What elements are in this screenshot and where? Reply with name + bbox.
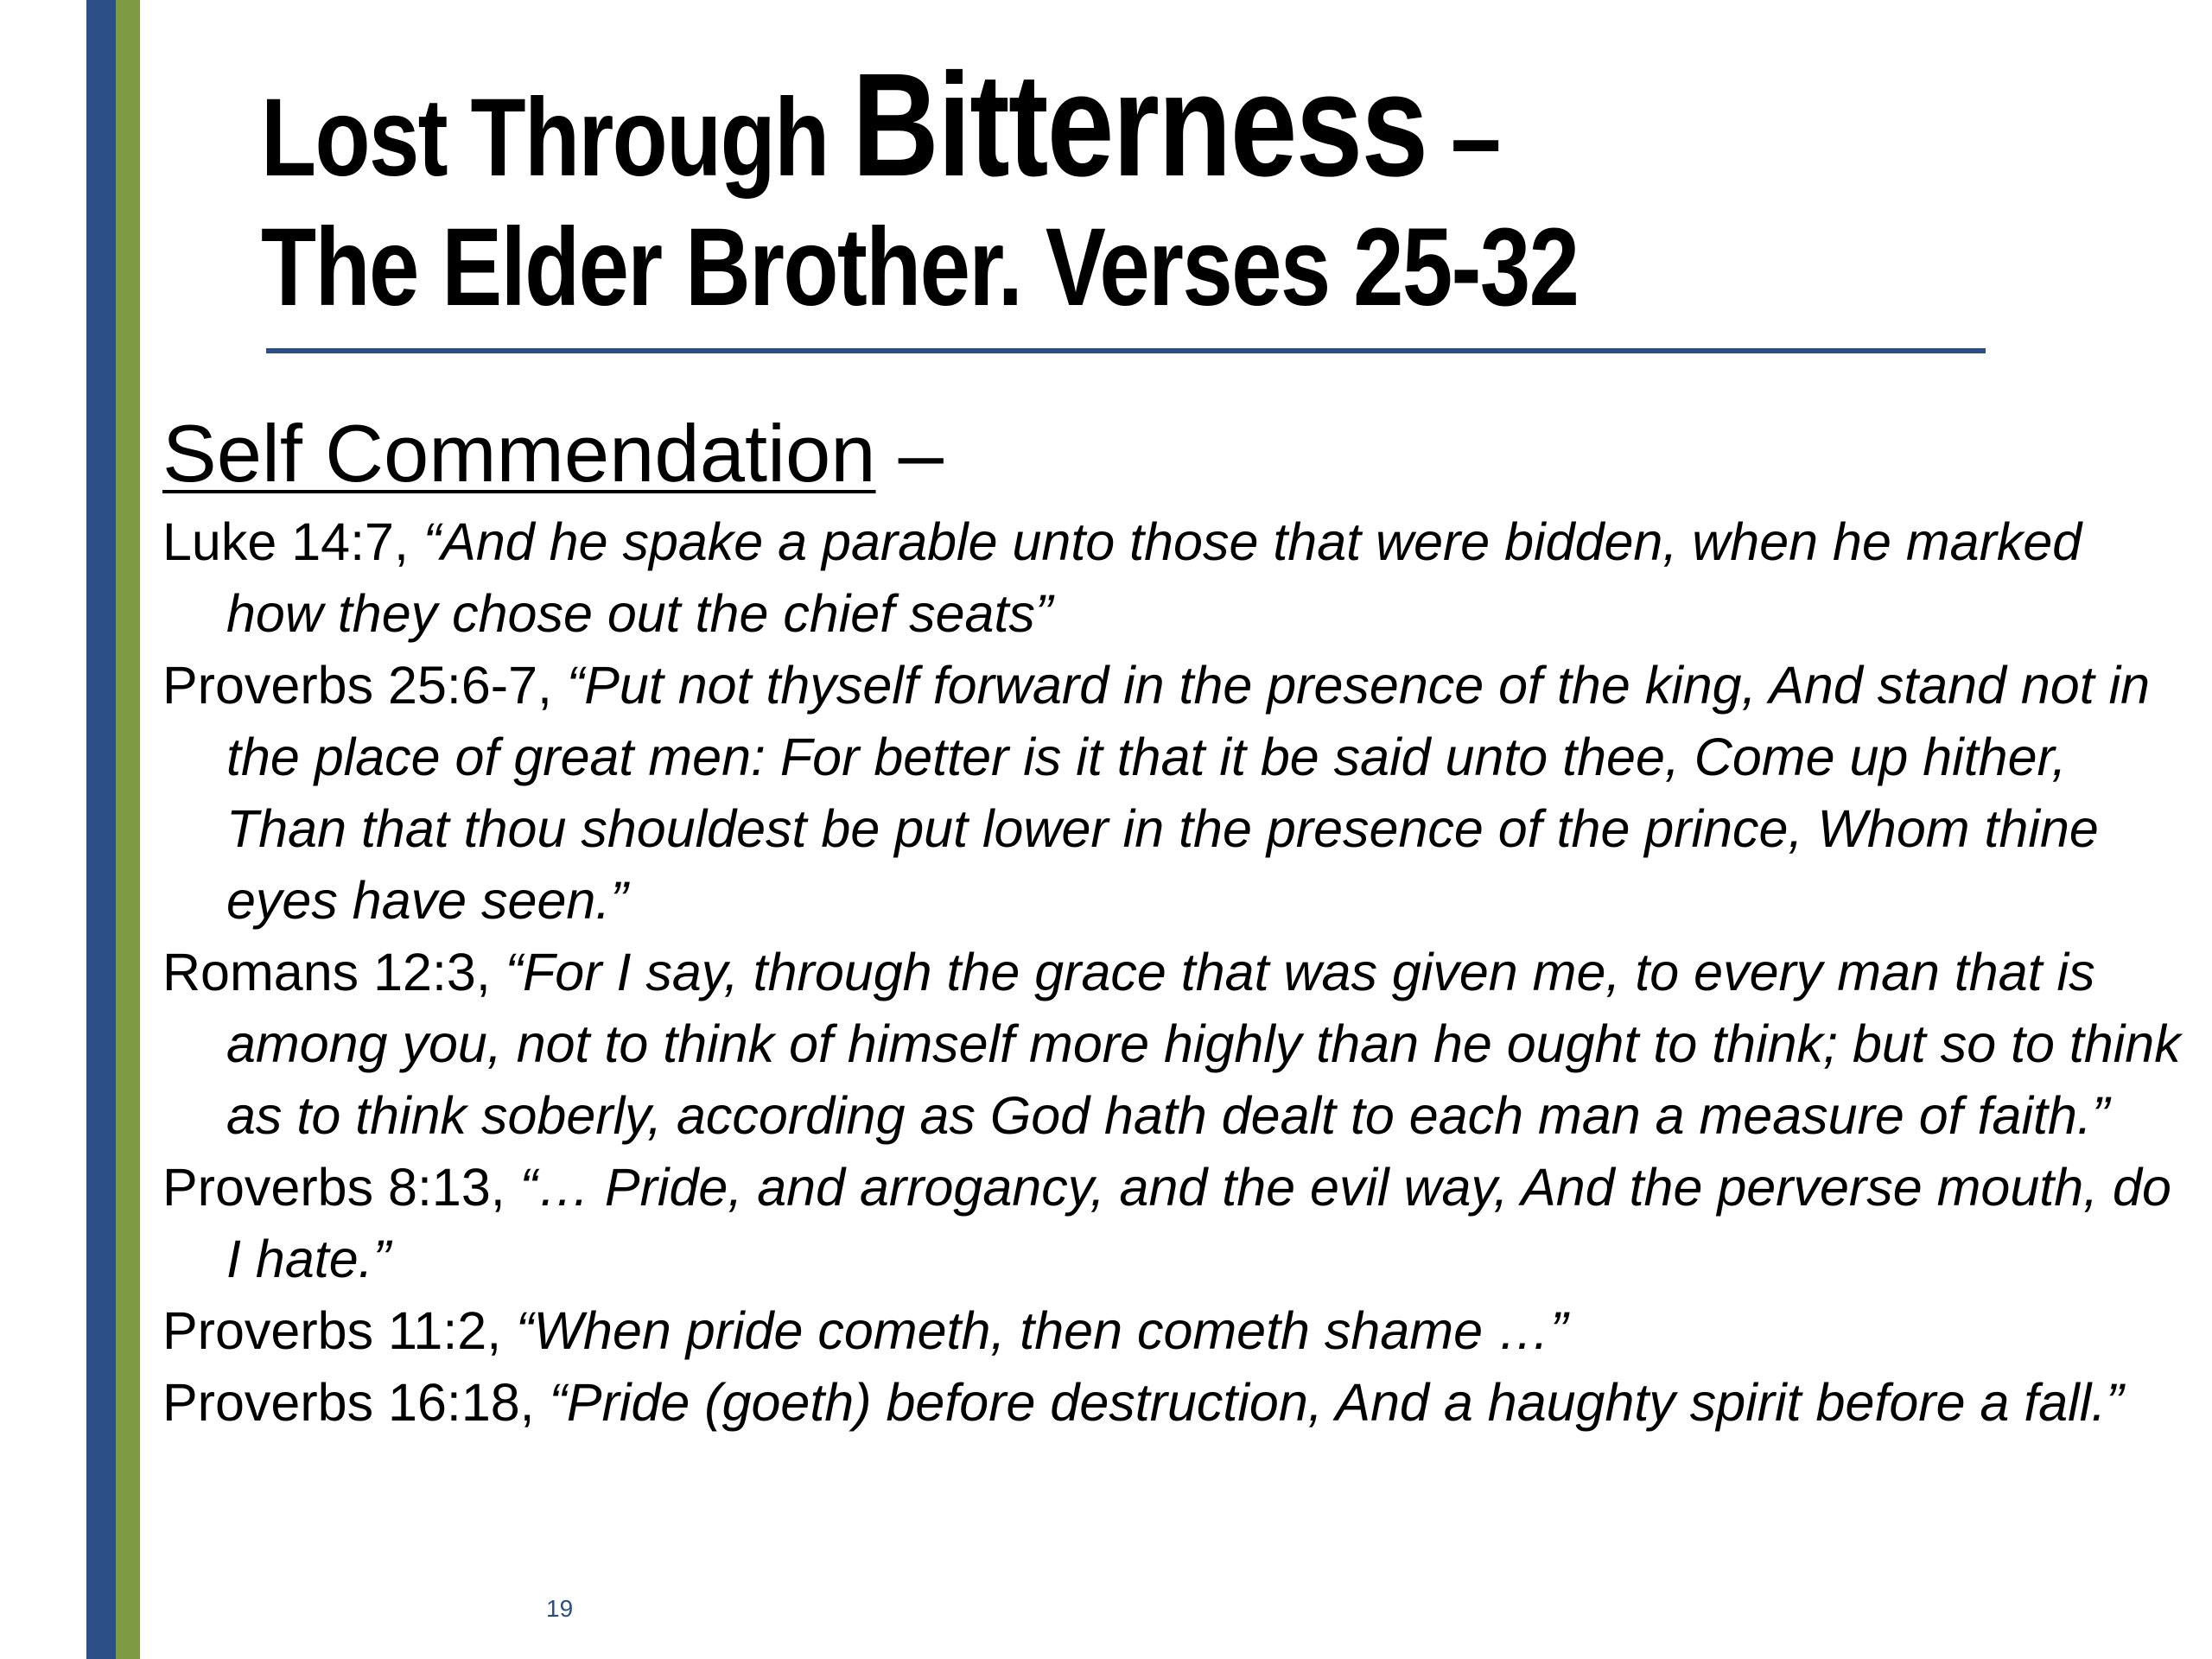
verse-reference: Proverbs 8:13,	[162, 1158, 520, 1217]
verse-item	[162, 650, 2184, 937]
title-line-1	[261, 43, 1678, 207]
verse-quote: “Pride (goeth) before destruction, And a haughty spirit before a fall.”	[549, 1373, 2124, 1432]
verse-item	[162, 1295, 2184, 1367]
verse-quote: “For I say, through the grace that was given me, to every man that is among you, not to think of himself more highly than he ought to think; but so to think as to think soberly, according as God hath dealt to each man a measure of faith.”	[226, 943, 2181, 1145]
verse-quote: “Put not thyself forward in the presence of the king, And stand not in the place of great men: For better is it that it be said unto thee, Come up hither, Than that thou shouldest be put lower in the presence of the prince, Whom thine eyes have seen.”	[226, 656, 2151, 930]
slide-content	[162, 406, 2184, 1439]
section-heading-suffix: –	[875, 408, 944, 499]
title-part-2: –	[1427, 76, 1500, 200]
section-heading-text: Self Commendation	[162, 408, 876, 499]
verse-item	[162, 937, 2184, 1152]
verse-quote: “… Pride, and arrogancy, and the evil way, And the perverse mouth, do I hate.”	[226, 1158, 2171, 1288]
title-emphasis: Bitterness	[852, 43, 1427, 207]
verse-reference: Proverbs 11:2,	[162, 1301, 517, 1360]
left-accent-stripe-blue	[86, 0, 116, 1659]
verse-item	[162, 506, 2184, 650]
verse-quote: “And he spake a parable unto those that were bidden, when he marked how they chose out the chief seats”	[226, 512, 2082, 643]
verse-reference: Romans 12:3,	[162, 943, 505, 1001]
slide-title	[261, 43, 1678, 333]
verse-reference: Proverbs 25:6-7,	[162, 656, 567, 715]
title-part-1: Lost Through	[261, 76, 853, 200]
verse-item	[162, 1152, 2184, 1295]
title-line-2: The Elder Brother. Verses 25-32	[261, 206, 1579, 329]
page-number: 19	[546, 1595, 574, 1622]
verse-item	[162, 1367, 2184, 1439]
left-accent-stripe-green	[116, 0, 140, 1659]
verse-reference: Proverbs 16:18,	[162, 1373, 550, 1432]
verse-reference: Luke 14:7,	[162, 512, 423, 571]
title-divider	[266, 348, 1986, 353]
section-heading	[162, 406, 2184, 501]
verse-quote: “When pride cometh, then cometh shame …”	[516, 1301, 1568, 1360]
